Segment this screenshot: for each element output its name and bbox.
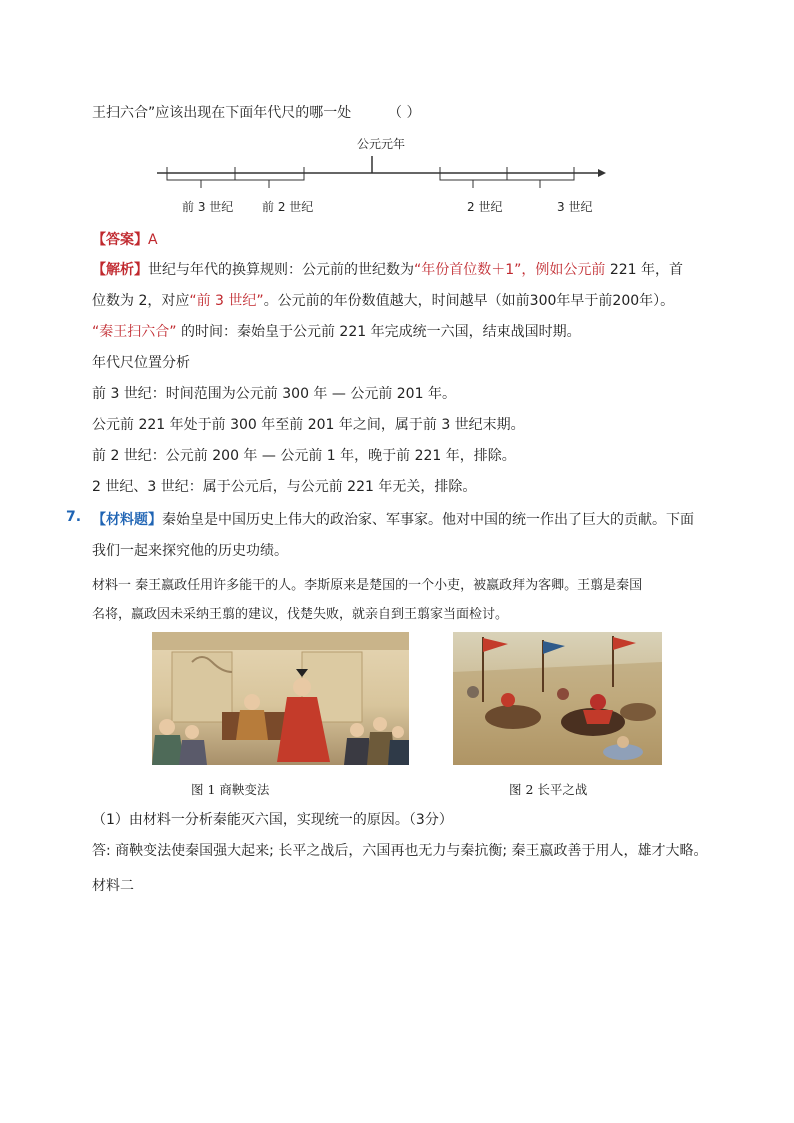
material-1-line-1: 材料一 秦王嬴政任用许多能干的人。李斯原来是楚国的一个小吏，被嬴政拜为客卿。王翦是秦国	[92, 578, 643, 593]
question-7-number	[66, 509, 81, 525]
figure-1-shang-yang-reform-image	[152, 632, 409, 765]
question-type-tag: 【材料题】	[92, 512, 162, 528]
question-7-line-2: 我们一起来探究他的历史功绩。	[92, 543, 288, 559]
analysis-highlight: “前 3 世纪”	[189, 293, 264, 309]
figure-2-changping-battle-image	[453, 632, 662, 765]
analysis-line-4: 年代尺位置分析	[92, 355, 190, 371]
material-1-line-2: 名将，嬴政因未采纳王翦的建议，伐楚失败，就亲自到王翦家当面检讨。	[92, 607, 509, 622]
timeline-label-2nd-century-bc: 前 2 世纪	[262, 200, 314, 214]
analysis-line-3	[92, 321, 581, 341]
timeline-label-3rd-century: 3 世纪	[557, 200, 593, 214]
timeline-label-2nd-century: 2 世纪	[467, 200, 503, 214]
answer-label: 【答案】	[92, 232, 148, 248]
answer-value: A	[148, 232, 158, 248]
analysis-highlight: “年份首位数＋1”，例如公元前	[414, 262, 606, 278]
analysis-highlight: “秦王扫六合”	[92, 324, 177, 340]
analysis-line-7: 前 2 世纪：公元前 200 年 — 公元前 1 年，晚于前 221 年，排除。	[92, 448, 516, 464]
answer-row	[92, 229, 158, 249]
figure-1-caption: 图 1 商鞅变法	[191, 782, 270, 797]
analysis-line-6: 公元前 221 年处于前 300 年至前 201 年之间，属于前 3 世纪末期。	[92, 417, 525, 433]
answer-blank-paren: （ ）	[388, 105, 421, 121]
question-number: 7.	[66, 509, 82, 525]
analysis-line-2	[92, 290, 674, 310]
timeline-ruler	[0, 0, 794, 260]
timeline-label-3rd-century-bc: 前 3 世纪	[182, 200, 234, 214]
analysis-text: 221 年，首	[605, 262, 684, 278]
sub-question-1-answer: 答: 商鞅变法使秦国强大起来; 长平之战后，六国再也无力与秦抗衡; 秦王嬴政善于用人，雄才大略。	[92, 843, 708, 859]
question-text: 秦始皇是中国历史上伟大的政治家、军事家。他对中国的统一作出了巨大的贡献。下面	[162, 512, 694, 528]
analysis-label: 【解析】	[92, 262, 148, 278]
question-line: 王扫六合”应该出现在下面年代尺的哪一处	[92, 105, 352, 121]
figure-2-caption: 图 2 长平之战	[509, 782, 588, 797]
sub-question-1: （1）由材料一分析秦能灭六国，实现统一的原因。（3分）	[92, 812, 453, 828]
analysis-text: 。公元前的年份数值越大，时间越早（如前300年早于前200年）。	[263, 293, 675, 309]
timeline-top-label: 公元元年	[357, 137, 406, 151]
analysis-line-1	[92, 259, 683, 279]
analysis-text: 世纪与年代的换算规则：公元前的世纪数为	[148, 262, 414, 278]
analysis-line-8: 2 世纪、3 世纪：属于公元后，与公元前 221 年无关，排除。	[92, 479, 477, 495]
material-2-heading: 材料二	[92, 878, 134, 894]
analysis-text: 位数为 2，对应	[92, 293, 190, 309]
analysis-line-5: 前 3 世纪：时间范围为公元前 300 年 — 公元前 201 年。	[92, 386, 456, 402]
question-7-line-1	[92, 509, 694, 529]
analysis-text: 的时间：秦始皇于公元前 221 年完成统一六国，结束战国时期。	[176, 324, 581, 340]
